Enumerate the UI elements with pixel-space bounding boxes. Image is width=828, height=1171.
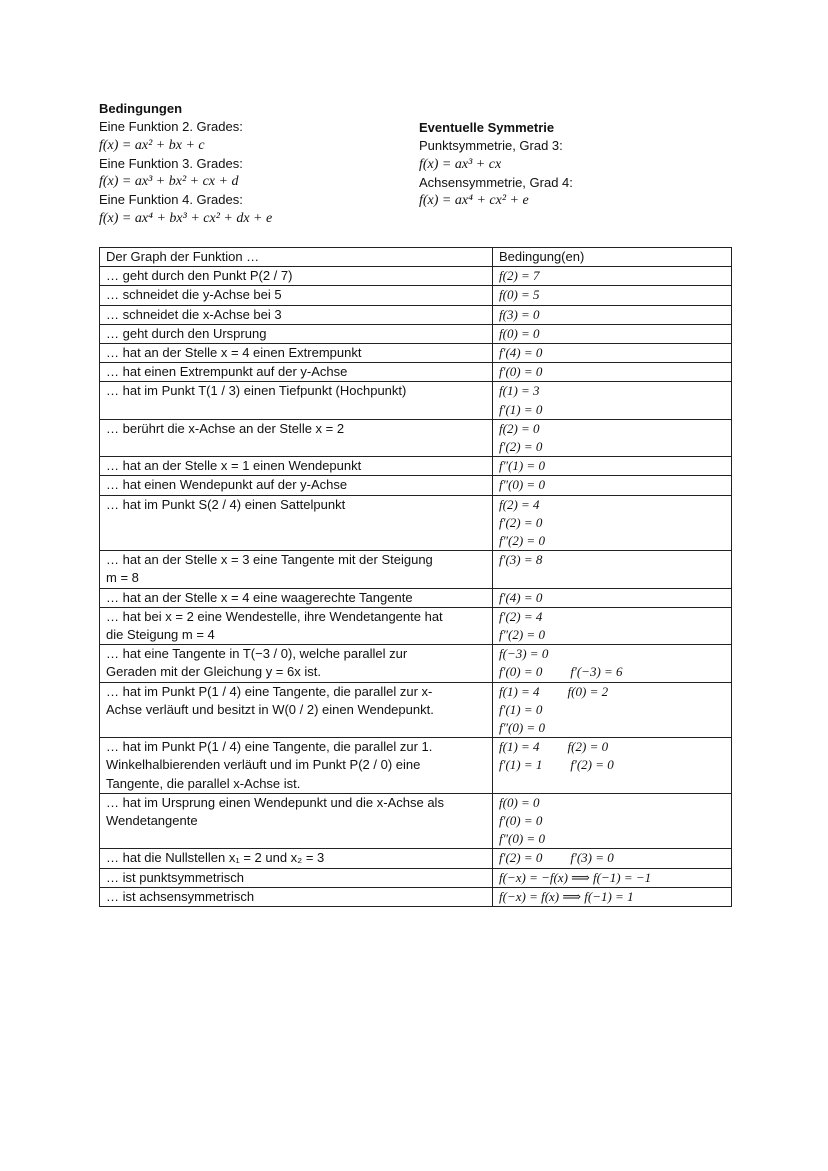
condition-equation: f(0) = 2 — [567, 683, 609, 699]
condition-equation: f′(2) = 0 — [499, 850, 543, 866]
conditions-header — [99, 100, 739, 230]
graph-description: … hat im Punkt P(1 / 4) eine Tangente, die parallel zur x- Achse verläuft und besitzt in W(0 / 2) einen Wendepunkt. — [106, 683, 434, 717]
graph-description: … geht durch den Ursprung — [106, 325, 267, 341]
graph-description: … ist punktsymmetrisch — [106, 869, 244, 885]
graph-description: … hat im Punkt S(2 / 4) einen Sattelpunkt — [106, 496, 346, 512]
condition-equation: f′(2) = 0 — [499, 514, 543, 530]
graph-description: … hat an der Stelle x = 1 einen Wendepunkt — [106, 458, 362, 474]
graph-description: … hat an der Stelle x = 3 eine Tangente mit der Steigung m = 8 — [106, 552, 433, 586]
table-row — [100, 793, 732, 849]
condition-line — [499, 663, 731, 681]
table-row — [100, 476, 732, 495]
condition-line — [499, 457, 731, 475]
function-formula: f(x) = ax³ + cx — [419, 156, 502, 172]
condition-equation: f′(2) = 0 — [499, 438, 543, 454]
condition-line — [499, 306, 731, 324]
condition-line — [499, 683, 731, 701]
graph-description: … hat die Nullstellen x₁ = 2 und x₂ = 3 — [106, 850, 325, 866]
condition-equation: f(0) = 0 — [499, 325, 540, 341]
table-row — [100, 286, 732, 305]
function-formula: f(x) = ax⁴ + cx² + e — [419, 193, 529, 209]
condition-equation: f′(2) = 0 — [570, 757, 614, 773]
condition-equation: f″(0) = 0 — [499, 719, 545, 735]
condition-equation: f′(0) = 0 — [499, 664, 543, 680]
graph-description: … hat im Punkt T(1 / 3) einen Tiefpunkt (Hochpunkt) — [106, 383, 407, 399]
condition-equation: f″(1) = 0 — [499, 458, 545, 474]
table-row — [100, 551, 732, 588]
function-degrees — [99, 100, 419, 228]
graph-description: … ist achsensymmetrisch — [106, 888, 255, 904]
table-row — [100, 849, 732, 868]
graph-description: … hat im Ursprung einen Wendepunkt und die x-Achse als Wendetangente — [106, 794, 444, 828]
condition-line — [499, 382, 731, 400]
graph-description: … geht durch den Punkt P(2 / 7) — [106, 268, 293, 284]
graph-description: … hat einen Wendepunkt auf der y-Achse — [106, 477, 348, 493]
condition-equation: f″(2) = 0 — [499, 626, 545, 642]
function-formula: f(x) = ax⁴ + bx³ + cx² + dx + e — [99, 210, 273, 226]
graph-description: … hat bei x = 2 eine Wendestelle, ihre Wendetangente hat die Steigung m = 4 — [106, 608, 443, 642]
condition-equation: f′(1) = 0 — [499, 701, 543, 717]
graph-description: … hat an der Stelle x = 4 einen Extrempunkt — [106, 345, 362, 361]
condition-equation: f(−x) = −f(x) ⟹ f(−1) = −1 — [499, 869, 652, 885]
condition-line — [499, 830, 731, 848]
condition-line — [499, 756, 731, 774]
header-title: Bedingungen — [99, 101, 183, 116]
condition-line — [499, 401, 731, 419]
condition-line — [499, 267, 731, 285]
condition-line — [499, 476, 731, 494]
condition-equation: f′(0) = 0 — [499, 364, 543, 380]
condition-line — [499, 532, 731, 550]
condition-equation: f(2) = 4 — [499, 496, 540, 512]
table-row — [100, 305, 732, 324]
condition-line — [499, 794, 731, 812]
condition-equation: f″(0) = 0 — [499, 477, 545, 493]
graph-description: … berührt die x-Achse an der Stelle x = 2 — [106, 420, 345, 436]
function-label: Punktsymmetrie, Grad 3: — [419, 138, 563, 154]
condition-line — [499, 719, 731, 737]
condition-line — [499, 589, 731, 607]
condition-equation: f(2) = 0 — [567, 739, 609, 755]
graph-description: … schneidet die x-Achse bei 3 — [106, 306, 282, 322]
symmetry-title: Eventuelle Symmetrie — [419, 120, 555, 135]
function-formula: f(x) = ax³ + bx² + cx + d — [99, 174, 239, 190]
condition-equation: f″(2) = 0 — [499, 532, 545, 548]
condition-line — [499, 645, 731, 663]
condition-equation: f(3) = 0 — [499, 306, 540, 322]
graph-description: … hat im Punkt P(1 / 4) eine Tangente, die parallel zur 1. Winkelhalbierenden verläuft und im Punkt P(2 / 0) eine Tangente, die parallel x-Achse ist. — [106, 739, 433, 791]
condition-line — [499, 738, 731, 756]
condition-line — [499, 812, 731, 830]
condition-line — [499, 363, 731, 381]
condition-line — [499, 888, 731, 906]
table-row — [100, 363, 732, 382]
condition-line — [499, 344, 731, 362]
function-label: Eine Funktion 2. Grades: — [99, 119, 243, 135]
condition-equation: f′(0) = 0 — [499, 812, 543, 828]
table-row — [100, 738, 732, 794]
condition-line — [499, 626, 731, 644]
condition-equation: f(2) = 0 — [499, 420, 540, 436]
condition-equation: f(0) = 0 — [499, 794, 540, 810]
condition-equation: f″(0) = 0 — [499, 831, 545, 847]
graph-description: … hat eine Tangente in T(−3 / 0), welche parallel zur Geraden mit der Gleichung y = 6x ist. — [106, 646, 408, 680]
condition-equation: f′(−3) = 6 — [570, 664, 623, 680]
column-header-conditions: Bedingung(en) — [493, 248, 732, 267]
condition-line — [499, 849, 731, 867]
condition-equation: f′(1) = 1 — [499, 757, 543, 773]
conditions-table — [99, 247, 732, 907]
function-formula: f(x) = ax² + bx + c — [99, 137, 205, 153]
condition-equation: f(1) = 3 — [499, 383, 540, 399]
condition-equation: f′(4) = 0 — [499, 345, 543, 361]
condition-line — [499, 325, 731, 343]
table-row — [100, 495, 732, 551]
condition-equation: f(1) = 4 — [499, 683, 540, 699]
condition-line — [499, 869, 731, 887]
table-row — [100, 588, 732, 607]
condition-equation: f(0) = 5 — [499, 287, 540, 303]
condition-equation: f(−3) = 0 — [499, 646, 549, 662]
table-row — [100, 382, 732, 419]
condition-equation: f(−x) = f(x) ⟹ f(−1) = 1 — [499, 888, 634, 904]
table-row — [100, 607, 732, 644]
condition-line — [499, 420, 731, 438]
function-label: Achsensymmetrie, Grad 4: — [419, 174, 573, 190]
function-label: Eine Funktion 3. Grades: — [99, 155, 243, 171]
table-row — [100, 887, 732, 906]
condition-equation: f′(2) = 4 — [499, 608, 543, 624]
condition-line — [499, 438, 731, 456]
condition-equation: f′(4) = 0 — [499, 589, 543, 605]
symmetry-section — [419, 119, 739, 210]
table-header-row — [100, 248, 732, 267]
table-row — [100, 344, 732, 363]
condition-equation: f′(1) = 0 — [499, 401, 543, 417]
function-label: Eine Funktion 4. Grades: — [99, 192, 243, 208]
table-row — [100, 267, 732, 286]
condition-line — [499, 551, 731, 569]
condition-equation: f′(3) = 8 — [499, 552, 543, 568]
condition-equation: f(2) = 7 — [499, 268, 540, 284]
condition-line — [499, 286, 731, 304]
graph-description: … hat an der Stelle x = 4 eine waagerechte Tangente — [106, 589, 413, 605]
table-row — [100, 868, 732, 887]
condition-equation: f′(3) = 0 — [570, 850, 614, 866]
condition-line — [499, 496, 731, 514]
condition-line — [499, 514, 731, 532]
condition-equation: f(1) = 4 — [499, 739, 540, 755]
table-row — [100, 645, 732, 682]
condition-line — [499, 608, 731, 626]
table-row — [100, 682, 732, 738]
condition-line — [499, 701, 731, 719]
table-row — [100, 324, 732, 343]
graph-description: … schneidet die y-Achse bei 5 — [106, 287, 282, 303]
table-row — [100, 419, 732, 456]
table-row — [100, 457, 732, 476]
graph-description: … hat einen Extrempunkt auf der y-Achse — [106, 364, 348, 380]
column-header-graph: Der Graph der Funktion … — [100, 248, 493, 267]
